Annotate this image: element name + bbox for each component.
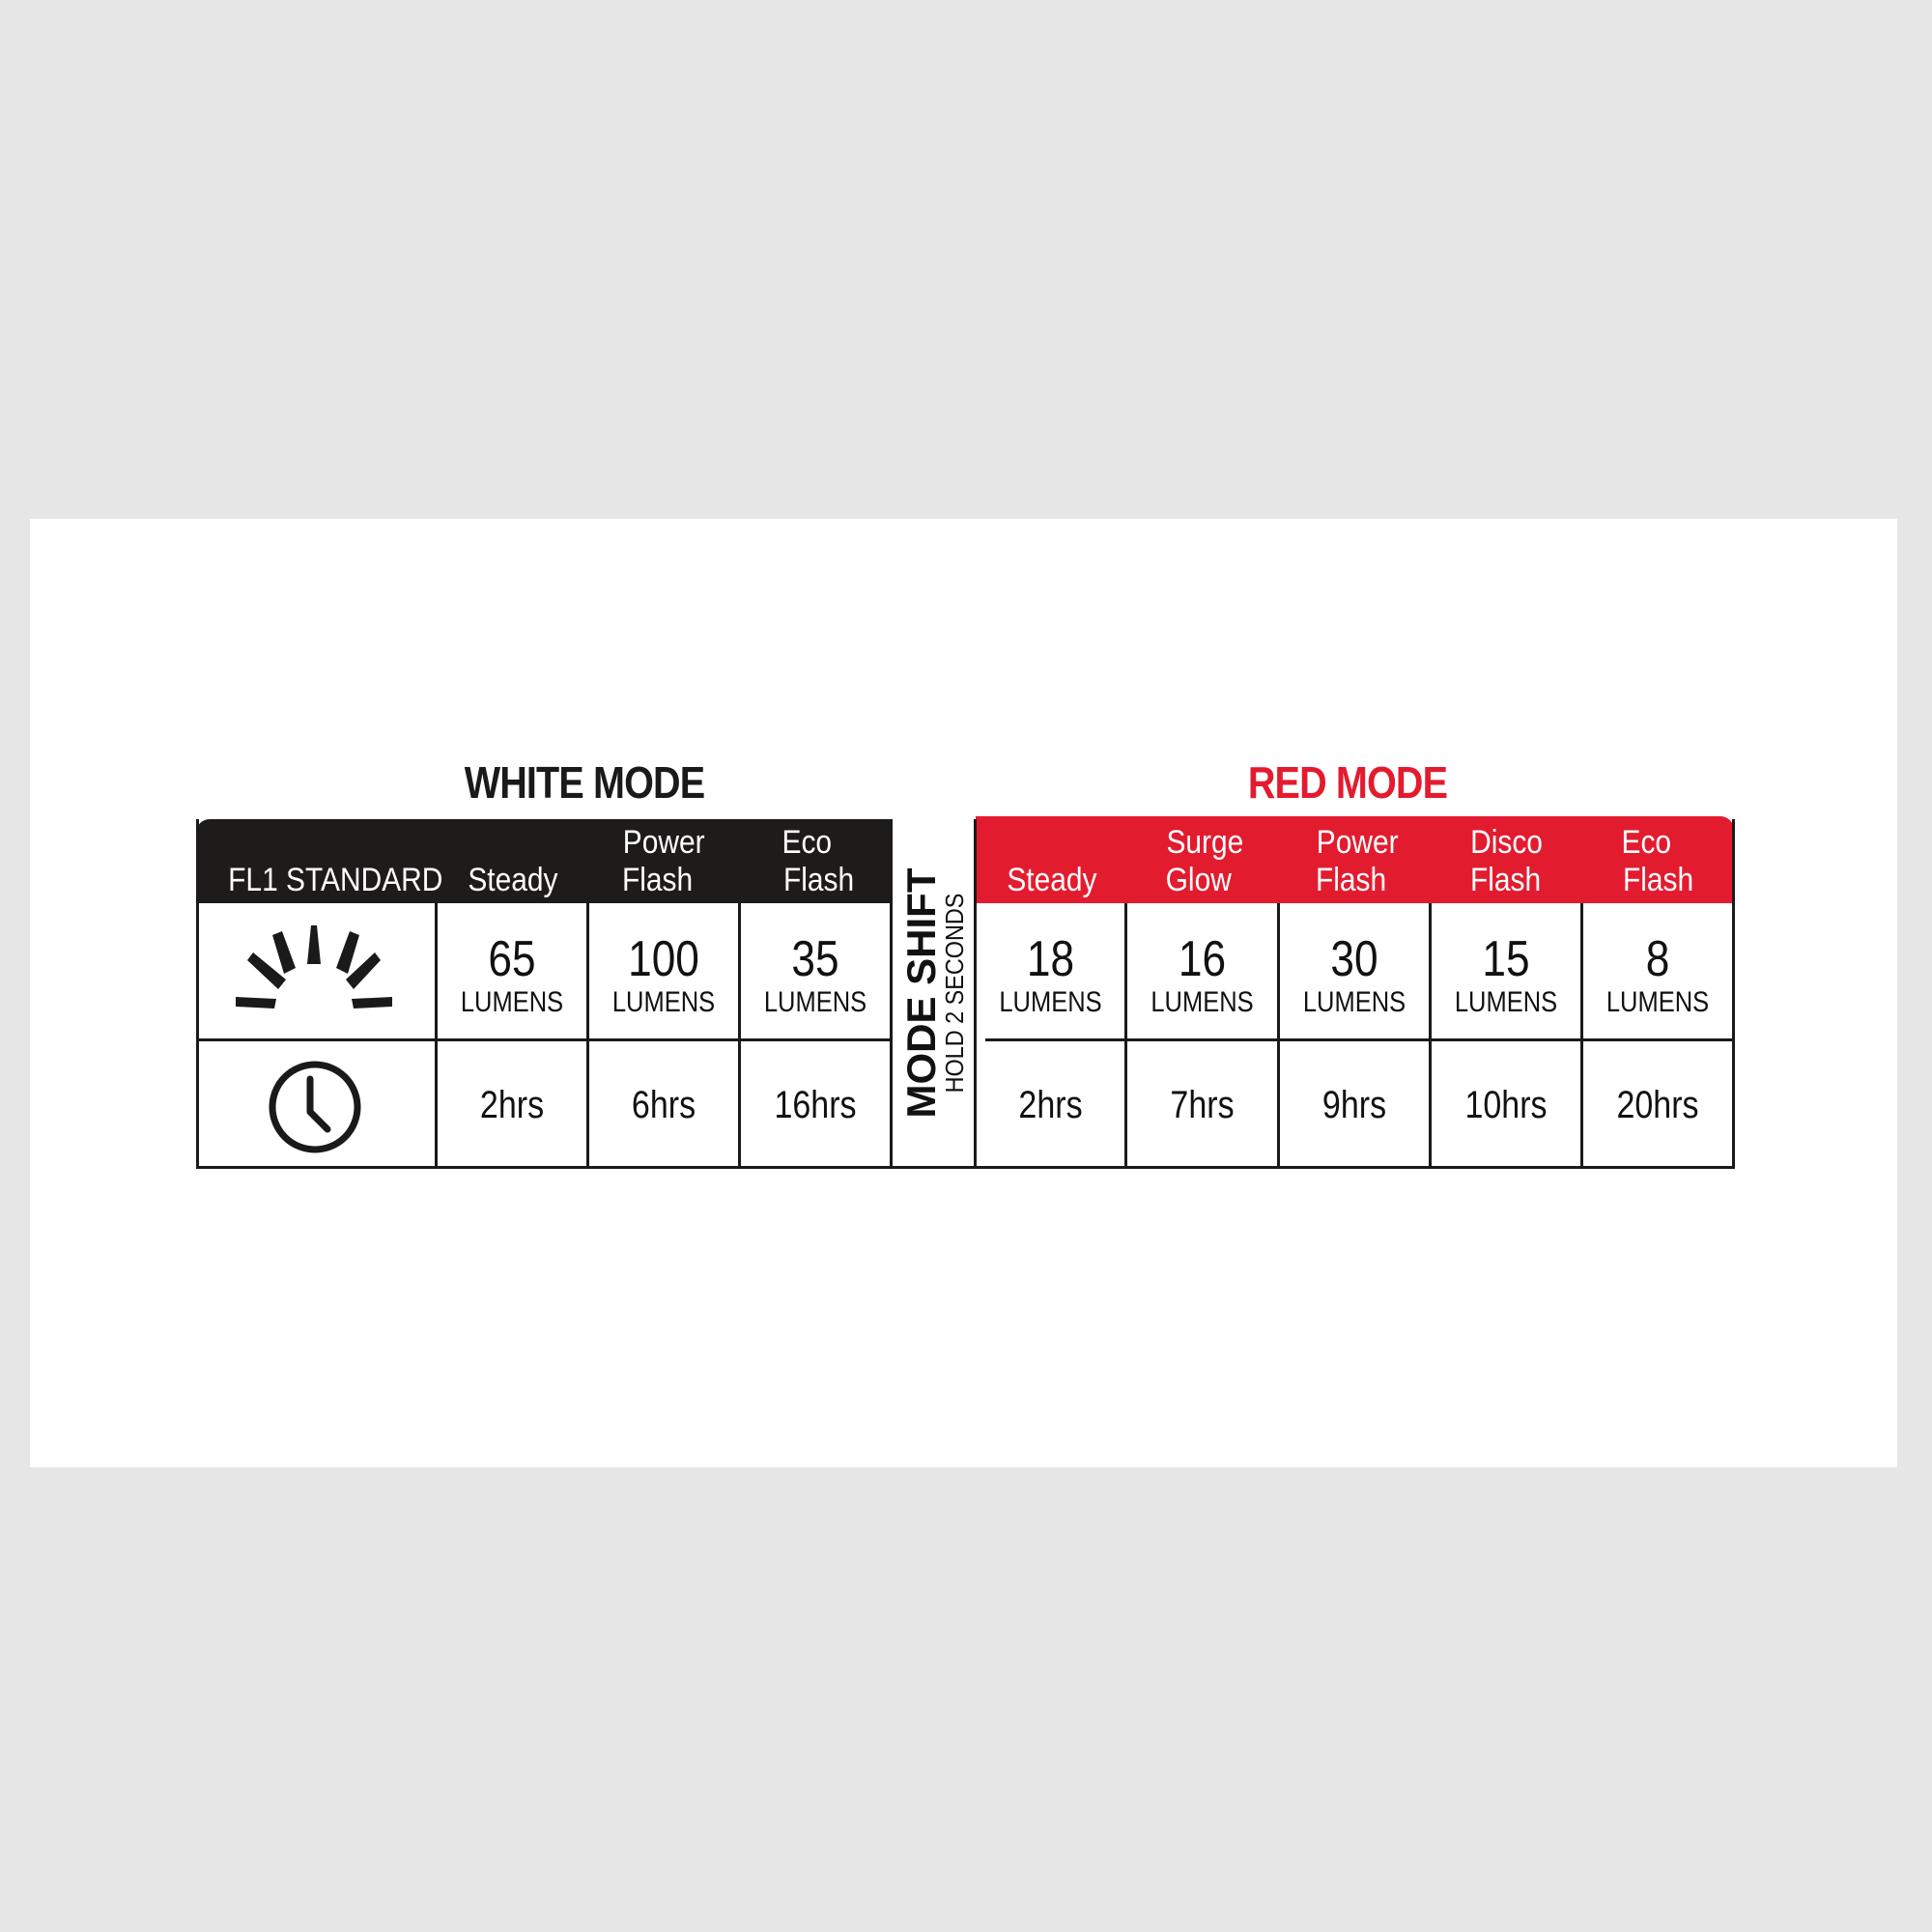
red-mode-0-name-line2: Steady — [1007, 862, 1097, 898]
lumens-unit: LUMENS — [460, 986, 564, 1018]
red-mode-4-lumens-cell — [1583, 932, 1732, 1019]
red-mode-2-lumens-cell — [1280, 932, 1429, 1019]
red-mode-1-name-line1: Surge — [1166, 824, 1244, 861]
red-mode-3-name-line2: Flash — [1469, 862, 1542, 898]
red-mode-1-runtime: 7hrs — [1170, 1084, 1235, 1126]
red-mode-0-runtime: 2hrs — [1018, 1084, 1083, 1126]
red-mode-3-name-line1: Disco — [1470, 824, 1543, 861]
lumens-value: 15 — [1482, 931, 1530, 987]
red-mode-title: RED MODE — [1247, 757, 1448, 808]
lumens-value: 18 — [1026, 931, 1075, 987]
mode-shift-column — [892, 819, 976, 1167]
sun-rays-icon — [232, 918, 396, 1024]
red-mode-header — [976, 816, 1734, 903]
red-mode-1-lumens-cell — [1127, 932, 1277, 1019]
red-mode-4-name-line1: Eco — [1621, 824, 1672, 861]
red-mode-3-runtime: 10hrs — [1464, 1084, 1548, 1126]
clock-icon — [266, 1058, 364, 1156]
white-mode-1-runtime: 6hrs — [631, 1084, 696, 1126]
white-mode-0-name-line2: Steady — [468, 862, 558, 898]
white-mode-2-lumens-cell — [741, 932, 890, 1019]
table-border-left — [196, 819, 199, 1169]
lumens-unit: LUMENS — [1454, 986, 1558, 1018]
red-mode-0-lumens-cell — [977, 932, 1124, 1019]
red-mode-2-name-line1: Power — [1316, 824, 1399, 861]
table-border-right — [1732, 819, 1735, 1166]
white-mode-2-name-line1: Eco — [781, 824, 833, 861]
lumens-unit: LUMENS — [1302, 986, 1406, 1018]
lumens-value: 16 — [1178, 931, 1227, 987]
lumens-value: 8 — [1645, 931, 1670, 987]
white-mode-0-runtime: 2hrs — [479, 1084, 545, 1126]
red-mode-4-name-line2: Flash — [1622, 862, 1694, 898]
mode-shift-title: MODE SHIFT — [898, 867, 944, 1119]
red-mode-4-runtime: 20hrs — [1616, 1084, 1699, 1126]
white-mode-title: WHITE MODE — [464, 757, 705, 808]
white-mode-2-name-line2: Flash — [782, 862, 855, 898]
white-mode-1-name-line2: Flash — [621, 862, 694, 898]
lumens-unit: LUMENS — [1151, 986, 1254, 1018]
lumens-value: 30 — [1330, 931, 1378, 987]
red-mode-2-name-line2: Flash — [1315, 862, 1387, 898]
lumens-unit: LUMENS — [611, 986, 716, 1018]
red-mode-2-runtime: 9hrs — [1321, 1084, 1387, 1126]
white-mode-2-runtime: 16hrs — [774, 1084, 857, 1126]
lumens-value: 65 — [488, 931, 536, 987]
white-mode-header — [196, 819, 892, 903]
mode-shift-subtitle: HOLD 2 SECONDS — [940, 893, 969, 1094]
lumens-value: 100 — [628, 931, 699, 987]
red-row-divider — [985, 1038, 1735, 1041]
red-mode-3-lumens-cell — [1432, 932, 1580, 1019]
lumens-unit: LUMENS — [1605, 986, 1710, 1018]
white-row-divider — [196, 1038, 892, 1041]
white-mode-0-lumens-cell — [438, 932, 586, 1019]
white-mode-1-lumens-cell — [589, 932, 738, 1019]
lumens-value: 35 — [791, 931, 839, 987]
lumens-unit: LUMENS — [999, 986, 1102, 1018]
white-mode-1-name-line1: Power — [622, 824, 705, 861]
lumens-unit: LUMENS — [763, 986, 867, 1018]
red-mode-1-name-line2: Glow — [1165, 862, 1232, 898]
fl1-standard-label: FL1 STANDARD — [228, 862, 443, 898]
